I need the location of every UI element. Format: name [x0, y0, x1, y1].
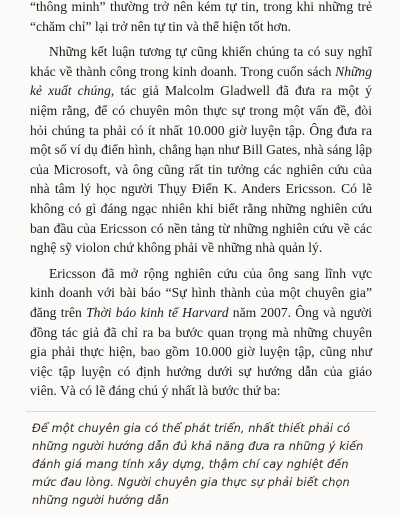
- book-title: Những kẻ xuất chúng: [30, 63, 372, 99]
- paragraph-text: năm 2007. Ông và người đồng tác giả đã chỉ ra ba bước quan trọng mà những chuyên gia phải thực hiện, bao gồm 10.000 giờ luyện tập, cũng như việc tập luyện có định hướng dưới sự hướng dẫn của giáo viên. Và có lẽ đáng chú ý nhất là bước thứ ba:: [30, 304, 373, 399]
- paragraph-gladwell: [30, 42, 372, 258]
- journal-title: Thời báo kinh tế Harvard: [86, 304, 229, 320]
- paragraph-text: Những kết luận tương tự cũng khiến chúng ta có suy nghĩ khác về thành công trong kinh doanh. Trong cuốn sách: [30, 44, 372, 79]
- paragraph-ericsson: [30, 264, 372, 401]
- paragraph-text: “thông minh” thường trở nên kém tự tin, trong khi những trẻ “chăm chỉ” lại trở nên tự tin và thể hiện tốt hơn.: [30, 0, 372, 34]
- paragraph-text: Ericsson đã mở rộng nghiên cứu của ông sang lĩnh vực kinh doanh với bài báo “Sự hình thành của một chuyên gia” đăng trên: [30, 265, 372, 320]
- quote-text: Để một chuyên gia có thể phát triển, nhất thiết phải có những người hướng dẫn đủ khả năng đưa ra những ý kiến đánh giá mang tính xây dựng, thậm chí cay nghiệt đến mức đau lòng. Người chuyên gia thực sự phải biết chọn những người hướng dẫn: [32, 421, 364, 507]
- paragraph-continued: [30, 0, 372, 36]
- paragraph-text: , tác giả Malcolm Gladwell đã đưa ra một ý niệm rằng, để có chuyên môn thực sự trong một vấn đề, đòi hỏi chúng ta phải có ít nhất 10.000 giờ luyện tập. Ông đưa ra một số ví dụ điển hình, chẳng hạn như Bill Gates, nhà sáng lập của Microsoft, và ông cũng rất tin tưởng các nghiên cứu của nhà tâm lý học người Thụy Điển K. Anders Ericsson. Có lẽ không có gì đáng ngạc nhiên khi biết rằng những nghiên cứu ban đầu của Ericsson có nền tảng từ những nghiên cứu về các nghệ sỹ violon chứ không phải về những nhà quản lý.: [30, 83, 372, 256]
- block-quote: [26, 411, 376, 514]
